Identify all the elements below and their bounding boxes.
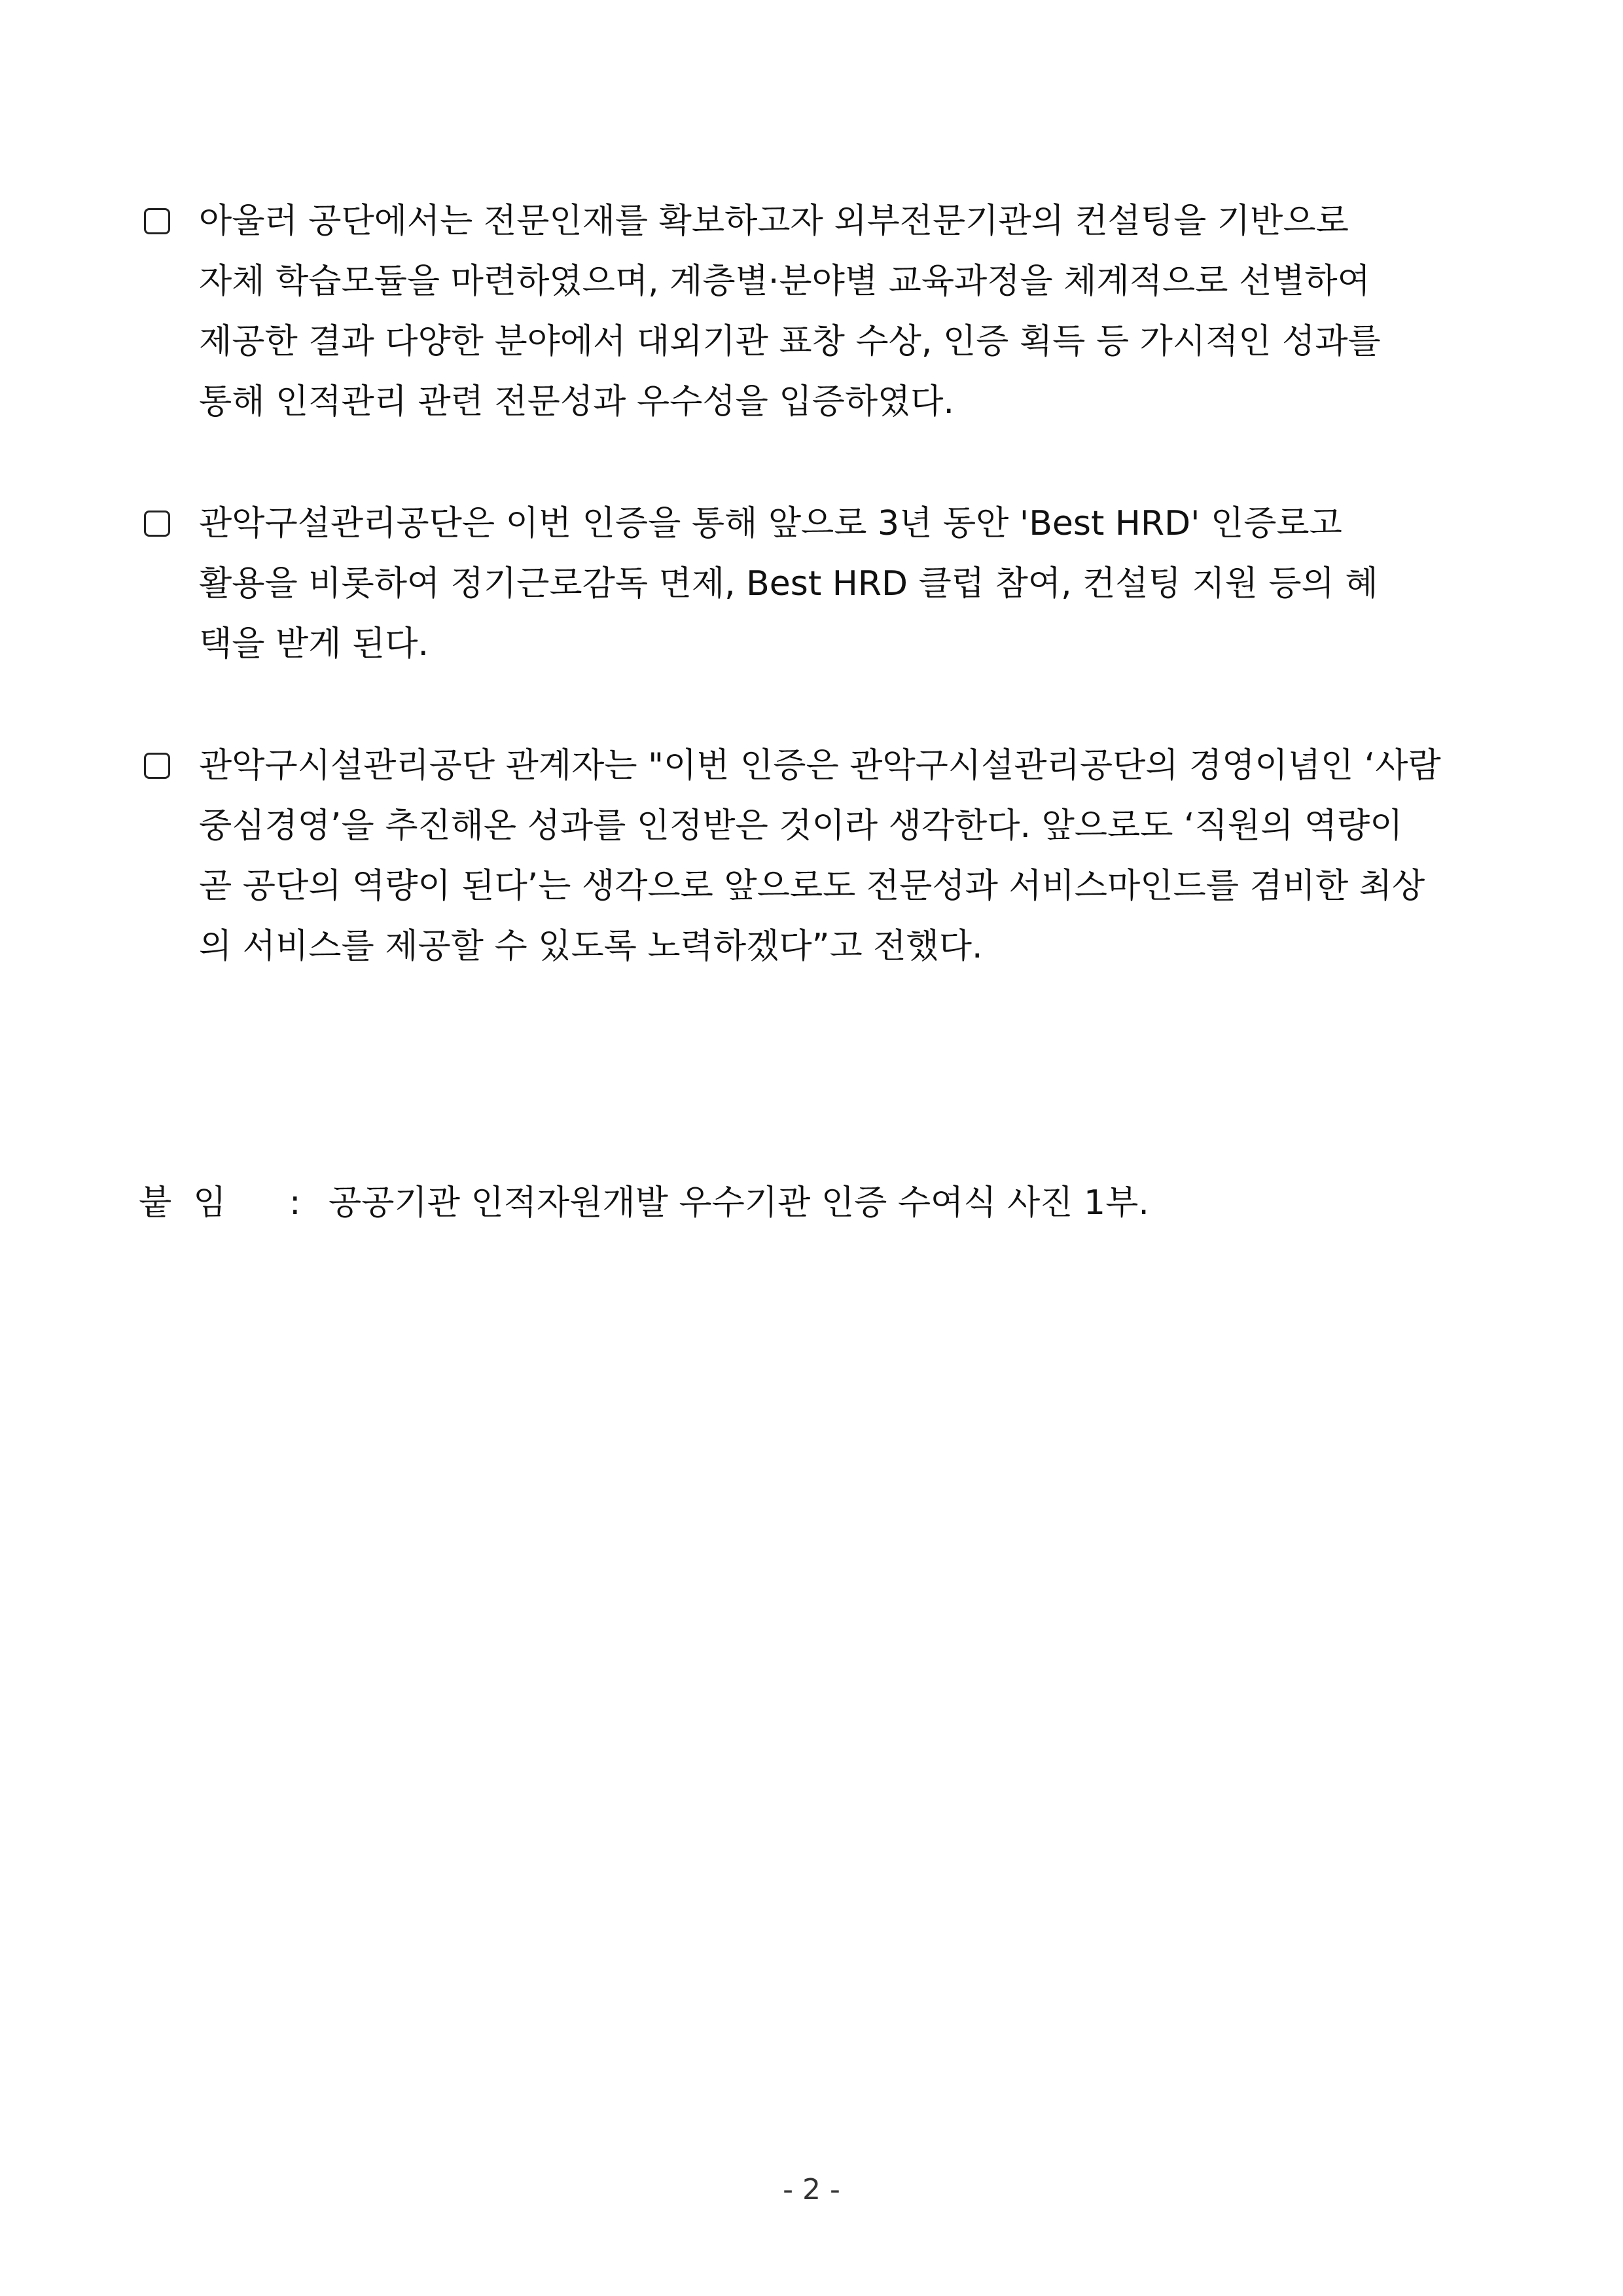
paragraph-line: 의 서비스를 제공할 수 있도록 노력하겠다”고 전했다.: [199, 927, 983, 966]
paragraph-line: 관악구설관리공단은 이번 인증을 통해 앞으로 3년 동안 'Best HRD' 인증로고: [199, 504, 1342, 543]
paragraph-line: 곧 공단의 역량이 된다’는 생각으로 앞으로도 전문성과 서비스마인드를 겸비한 최상: [199, 867, 1425, 906]
checkbox-bullet-icon: [144, 208, 170, 234]
paragraph-line: 제공한 결과 다양한 분야에서 대외기관 표창 수상, 인증 획득 등 가시적인 성과를: [199, 322, 1381, 361]
attachment-text: 공공기관 인적자원개발 우수기관 인증 수여식 사진 1부.: [329, 1183, 1149, 1223]
paragraph-line: 택을 받게 된다.: [199, 624, 429, 664]
page-number: - 2 -: [783, 2173, 840, 2206]
paragraph-line: 중심경영’을 추진해온 성과를 인정받은 것이라 생각한다. 앞으로도 ‘직원의 역량이: [199, 806, 1403, 846]
paragraph-line: 관악구시설관리공단 관계자는 "이번 인증은 관악구시설관리공단의 경영이념인 ‘사람: [199, 746, 1441, 785]
paragraph-line: 통해 인적관리 관련 전문성과 우수성을 입증하였다.: [199, 382, 955, 422]
attachment-separator: :: [289, 1183, 301, 1223]
checkbox-bullet-icon: [144, 753, 170, 779]
attachment-line: [139, 1173, 1149, 1233]
paragraph-line: 아울러 공단에서는 전문인재를 확보하고자 외부전문기관의 컨설팅을 기반으로: [199, 202, 1349, 241]
checkbox-bullet-icon: [144, 511, 170, 537]
paragraph-line: 자체 학습모듈을 마련하였으며, 계층별·분야별 교육과정을 체계적으로 선별하여: [199, 262, 1370, 301]
paragraph-line: 활용을 비롯하여 정기근로감독 면제, Best HRD 클럽 참여, 컨설팅 지원 등의 혜: [199, 564, 1378, 603]
attachment-label: 붙 임: [139, 1183, 226, 1223]
